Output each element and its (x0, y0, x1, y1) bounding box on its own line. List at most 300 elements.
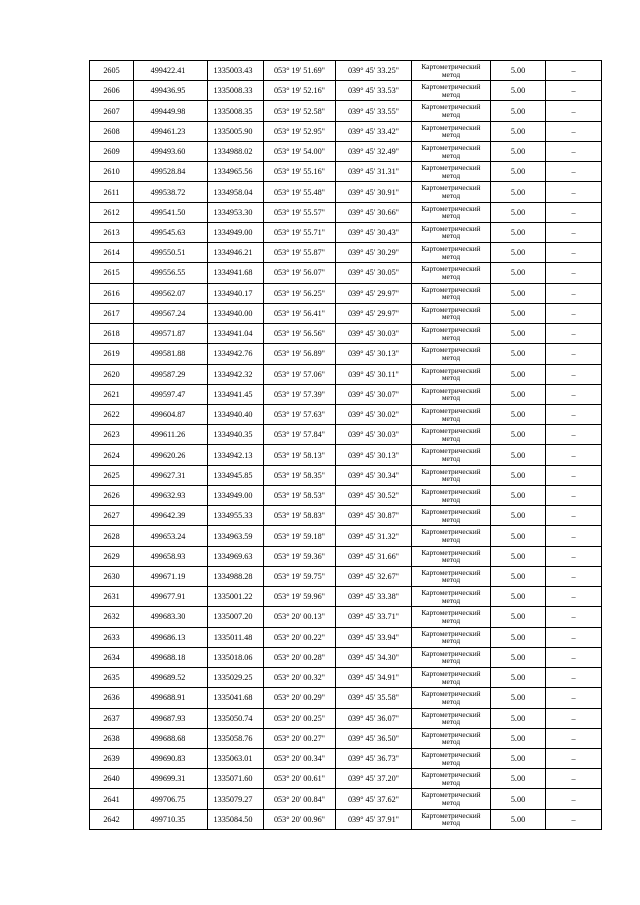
y-coordinate-cell: 1334988.02 (208, 141, 264, 161)
longitude-cell: 039° 45' 33.55" (336, 101, 412, 121)
latitude-cell: 053° 19' 52.58" (264, 101, 336, 121)
longitude-cell: 039° 45' 36.50" (336, 728, 412, 748)
accuracy-cell: 5.00 (491, 283, 546, 303)
accuracy-cell: 5.00 (491, 425, 546, 445)
y-coordinate-cell: 1335018.06 (208, 647, 264, 667)
accuracy-cell: 5.00 (491, 384, 546, 404)
accuracy-cell: 5.00 (491, 141, 546, 161)
longitude-cell: 039° 45' 30.02" (336, 404, 412, 424)
point-number-cell: 2606 (90, 81, 134, 101)
point-number-cell: 2629 (90, 546, 134, 566)
note-cell: – (546, 566, 602, 586)
point-number-cell: 2635 (90, 668, 134, 688)
table-row (90, 728, 602, 748)
x-coordinate-cell: 499550.51 (134, 243, 208, 263)
accuracy-cell: 5.00 (491, 182, 546, 202)
note-cell: – (546, 445, 602, 465)
y-coordinate-cell: 1335063.01 (208, 748, 264, 768)
x-coordinate-cell: 499699.31 (134, 769, 208, 789)
latitude-cell: 053° 19' 55.48" (264, 182, 336, 202)
x-coordinate-cell: 499611.26 (134, 425, 208, 445)
x-coordinate-cell: 499587.29 (134, 364, 208, 384)
accuracy-cell: 5.00 (491, 485, 546, 505)
note-cell: – (546, 587, 602, 607)
y-coordinate-cell: 1334963.59 (208, 526, 264, 546)
method-cell: Картометрический метод (412, 668, 491, 688)
note-cell: – (546, 728, 602, 748)
latitude-cell: 053° 19' 56.07" (264, 263, 336, 283)
x-coordinate-cell: 499545.63 (134, 222, 208, 242)
x-coordinate-cell: 499688.91 (134, 688, 208, 708)
table-row (90, 627, 602, 647)
method-cell: Картометрический метод (412, 222, 491, 242)
y-coordinate-cell: 1335084.50 (208, 809, 264, 829)
point-number-cell: 2609 (90, 141, 134, 161)
longitude-cell: 039° 45' 30.87" (336, 506, 412, 526)
x-coordinate-cell: 499571.87 (134, 324, 208, 344)
latitude-cell: 053° 20' 00.61" (264, 769, 336, 789)
method-cell: Картометрический метод (412, 202, 491, 222)
point-number-cell: 2612 (90, 202, 134, 222)
y-coordinate-cell: 1335029.25 (208, 668, 264, 688)
x-coordinate-cell: 499683.30 (134, 607, 208, 627)
table-row (90, 668, 602, 688)
method-cell: Картометрический метод (412, 121, 491, 141)
x-coordinate-cell: 499538.72 (134, 182, 208, 202)
note-cell: – (546, 364, 602, 384)
accuracy-cell: 5.00 (491, 627, 546, 647)
note-cell: – (546, 303, 602, 323)
table-row (90, 344, 602, 364)
table-row (90, 809, 602, 829)
accuracy-cell: 5.00 (491, 364, 546, 384)
method-cell: Картометрический метод (412, 182, 491, 202)
x-coordinate-cell: 499528.84 (134, 162, 208, 182)
table-row (90, 61, 602, 81)
table-row (90, 465, 602, 485)
y-coordinate-cell: 1334940.17 (208, 283, 264, 303)
method-cell: Картометрический метод (412, 384, 491, 404)
latitude-cell: 053° 19' 55.57" (264, 202, 336, 222)
y-coordinate-cell: 1334942.76 (208, 344, 264, 364)
table-row (90, 121, 602, 141)
y-coordinate-cell: 1335071.60 (208, 769, 264, 789)
point-number-cell: 2632 (90, 607, 134, 627)
x-coordinate-cell: 499632.93 (134, 485, 208, 505)
accuracy-cell: 5.00 (491, 708, 546, 728)
longitude-cell: 039° 45' 37.20" (336, 769, 412, 789)
latitude-cell: 053° 19' 57.84" (264, 425, 336, 445)
point-number-cell: 2631 (90, 587, 134, 607)
longitude-cell: 039° 45' 37.62" (336, 789, 412, 809)
table-row (90, 202, 602, 222)
table-row (90, 688, 602, 708)
note-cell: – (546, 688, 602, 708)
table-row (90, 384, 602, 404)
longitude-cell: 039° 45' 33.53" (336, 81, 412, 101)
x-coordinate-cell: 499562.07 (134, 283, 208, 303)
y-coordinate-cell: 1334940.00 (208, 303, 264, 323)
latitude-cell: 053° 19' 59.96" (264, 587, 336, 607)
note-cell: – (546, 283, 602, 303)
longitude-cell: 039° 45' 37.91" (336, 809, 412, 829)
table-row (90, 566, 602, 586)
point-number-cell: 2642 (90, 809, 134, 829)
longitude-cell: 039° 45' 32.67" (336, 566, 412, 586)
point-number-cell: 2638 (90, 728, 134, 748)
note-cell: – (546, 61, 602, 81)
longitude-cell: 039° 45' 30.13" (336, 344, 412, 364)
method-cell: Картометрический метод (412, 708, 491, 728)
latitude-cell: 053° 20' 00.84" (264, 789, 336, 809)
point-number-cell: 2614 (90, 243, 134, 263)
method-cell: Картометрический метод (412, 425, 491, 445)
x-coordinate-cell: 499671.19 (134, 566, 208, 586)
note-cell: – (546, 202, 602, 222)
method-cell: Картометрический метод (412, 61, 491, 81)
method-cell: Картометрический метод (412, 546, 491, 566)
longitude-cell: 039° 45' 36.07" (336, 708, 412, 728)
method-cell: Картометрический метод (412, 141, 491, 161)
point-number-cell: 2640 (90, 769, 134, 789)
x-coordinate-cell: 499710.35 (134, 809, 208, 829)
method-cell: Картометрический метод (412, 445, 491, 465)
longitude-cell: 039° 45' 30.07" (336, 384, 412, 404)
table-row (90, 607, 602, 627)
table-row (90, 101, 602, 121)
table-row (90, 364, 602, 384)
point-number-cell: 2619 (90, 344, 134, 364)
table-row (90, 708, 602, 728)
accuracy-cell: 5.00 (491, 202, 546, 222)
coordinates-table (89, 60, 602, 830)
y-coordinate-cell: 1334941.45 (208, 384, 264, 404)
accuracy-cell: 5.00 (491, 668, 546, 688)
x-coordinate-cell: 499449.98 (134, 101, 208, 121)
point-number-cell: 2626 (90, 485, 134, 505)
point-number-cell: 2622 (90, 404, 134, 424)
x-coordinate-cell: 499687.93 (134, 708, 208, 728)
longitude-cell: 039° 45' 33.25" (336, 61, 412, 81)
note-cell: – (546, 607, 602, 627)
accuracy-cell: 5.00 (491, 607, 546, 627)
x-coordinate-cell: 499422.41 (134, 61, 208, 81)
longitude-cell: 039° 45' 30.13" (336, 445, 412, 465)
accuracy-cell: 5.00 (491, 769, 546, 789)
y-coordinate-cell: 1335007.20 (208, 607, 264, 627)
latitude-cell: 053° 20' 00.96" (264, 809, 336, 829)
table-body (90, 61, 602, 830)
table-row (90, 81, 602, 101)
longitude-cell: 039° 45' 30.91" (336, 182, 412, 202)
x-coordinate-cell: 499436.95 (134, 81, 208, 101)
y-coordinate-cell: 1334949.00 (208, 485, 264, 505)
y-coordinate-cell: 1334955.33 (208, 506, 264, 526)
table-row (90, 324, 602, 344)
point-number-cell: 2633 (90, 627, 134, 647)
latitude-cell: 053° 19' 55.87" (264, 243, 336, 263)
note-cell: – (546, 647, 602, 667)
latitude-cell: 053° 19' 58.35" (264, 465, 336, 485)
note-cell: – (546, 384, 602, 404)
x-coordinate-cell: 499627.31 (134, 465, 208, 485)
table-row (90, 526, 602, 546)
accuracy-cell: 5.00 (491, 465, 546, 485)
note-cell: – (546, 809, 602, 829)
latitude-cell: 053° 19' 59.75" (264, 566, 336, 586)
table-row (90, 789, 602, 809)
note-cell: – (546, 263, 602, 283)
accuracy-cell: 5.00 (491, 728, 546, 748)
table-row (90, 506, 602, 526)
table-row (90, 647, 602, 667)
y-coordinate-cell: 1334940.40 (208, 404, 264, 424)
y-coordinate-cell: 1335011.48 (208, 627, 264, 647)
longitude-cell: 039° 45' 33.38" (336, 587, 412, 607)
longitude-cell: 039° 45' 29.97" (336, 303, 412, 323)
note-cell: – (546, 506, 602, 526)
method-cell: Картометрический метод (412, 263, 491, 283)
note-cell: – (546, 668, 602, 688)
method-cell: Картометрический метод (412, 303, 491, 323)
method-cell: Картометрический метод (412, 465, 491, 485)
method-cell: Картометрический метод (412, 283, 491, 303)
note-cell: – (546, 627, 602, 647)
latitude-cell: 053° 19' 55.16" (264, 162, 336, 182)
note-cell: – (546, 769, 602, 789)
latitude-cell: 053° 19' 57.39" (264, 384, 336, 404)
x-coordinate-cell: 499604.87 (134, 404, 208, 424)
x-coordinate-cell: 499686.13 (134, 627, 208, 647)
y-coordinate-cell: 1335003.43 (208, 61, 264, 81)
longitude-cell: 039° 45' 34.91" (336, 668, 412, 688)
accuracy-cell: 5.00 (491, 162, 546, 182)
y-coordinate-cell: 1334988.28 (208, 566, 264, 586)
note-cell: – (546, 162, 602, 182)
point-number-cell: 2605 (90, 61, 134, 81)
longitude-cell: 039° 45' 30.03" (336, 425, 412, 445)
method-cell: Картометрический метод (412, 81, 491, 101)
x-coordinate-cell: 499541.50 (134, 202, 208, 222)
method-cell: Картометрический метод (412, 809, 491, 829)
longitude-cell: 039° 45' 30.66" (336, 202, 412, 222)
point-number-cell: 2620 (90, 364, 134, 384)
table-row (90, 263, 602, 283)
method-cell: Картометрический метод (412, 647, 491, 667)
accuracy-cell: 5.00 (491, 688, 546, 708)
point-number-cell: 2607 (90, 101, 134, 121)
y-coordinate-cell: 1335008.33 (208, 81, 264, 101)
x-coordinate-cell: 499620.26 (134, 445, 208, 465)
point-number-cell: 2618 (90, 324, 134, 344)
latitude-cell: 053° 19' 55.71" (264, 222, 336, 242)
x-coordinate-cell: 499556.55 (134, 263, 208, 283)
method-cell: Картометрический метод (412, 627, 491, 647)
y-coordinate-cell: 1334953.30 (208, 202, 264, 222)
y-coordinate-cell: 1334945.85 (208, 465, 264, 485)
longitude-cell: 039° 45' 30.52" (336, 485, 412, 505)
latitude-cell: 053° 19' 58.53" (264, 485, 336, 505)
y-coordinate-cell: 1335001.22 (208, 587, 264, 607)
note-cell: – (546, 425, 602, 445)
note-cell: – (546, 344, 602, 364)
accuracy-cell: 5.00 (491, 647, 546, 667)
longitude-cell: 039° 45' 30.03" (336, 324, 412, 344)
point-number-cell: 2608 (90, 121, 134, 141)
longitude-cell: 039° 45' 31.31" (336, 162, 412, 182)
point-number-cell: 2611 (90, 182, 134, 202)
x-coordinate-cell: 499688.18 (134, 647, 208, 667)
longitude-cell: 039° 45' 33.94" (336, 627, 412, 647)
x-coordinate-cell: 499653.24 (134, 526, 208, 546)
note-cell: – (546, 222, 602, 242)
longitude-cell: 039° 45' 36.73" (336, 748, 412, 768)
y-coordinate-cell: 1335050.74 (208, 708, 264, 728)
accuracy-cell: 5.00 (491, 809, 546, 829)
latitude-cell: 053° 20' 00.25" (264, 708, 336, 728)
point-number-cell: 2617 (90, 303, 134, 323)
accuracy-cell: 5.00 (491, 344, 546, 364)
y-coordinate-cell: 1334942.32 (208, 364, 264, 384)
accuracy-cell: 5.00 (491, 61, 546, 81)
note-cell: – (546, 789, 602, 809)
latitude-cell: 053° 19' 59.18" (264, 526, 336, 546)
table-row (90, 243, 602, 263)
y-coordinate-cell: 1334942.13 (208, 445, 264, 465)
accuracy-cell: 5.00 (491, 506, 546, 526)
note-cell: – (546, 243, 602, 263)
method-cell: Картометрический метод (412, 101, 491, 121)
latitude-cell: 053° 20' 00.28" (264, 647, 336, 667)
x-coordinate-cell: 499567.24 (134, 303, 208, 323)
y-coordinate-cell: 1335008.35 (208, 101, 264, 121)
method-cell: Картометрический метод (412, 587, 491, 607)
note-cell: – (546, 526, 602, 546)
longitude-cell: 039° 45' 30.05" (336, 263, 412, 283)
latitude-cell: 053° 20' 00.29" (264, 688, 336, 708)
method-cell: Картометрический метод (412, 243, 491, 263)
accuracy-cell: 5.00 (491, 222, 546, 242)
accuracy-cell: 5.00 (491, 404, 546, 424)
latitude-cell: 053° 19' 56.56" (264, 324, 336, 344)
x-coordinate-cell: 499581.88 (134, 344, 208, 364)
y-coordinate-cell: 1334946.21 (208, 243, 264, 263)
accuracy-cell: 5.00 (491, 243, 546, 263)
longitude-cell: 039° 45' 30.29" (336, 243, 412, 263)
method-cell: Картометрический метод (412, 769, 491, 789)
y-coordinate-cell: 1334941.68 (208, 263, 264, 283)
accuracy-cell: 5.00 (491, 566, 546, 586)
y-coordinate-cell: 1334969.63 (208, 546, 264, 566)
y-coordinate-cell: 1334941.04 (208, 324, 264, 344)
x-coordinate-cell: 499461.23 (134, 121, 208, 141)
table-row (90, 748, 602, 768)
method-cell: Картометрический метод (412, 526, 491, 546)
x-coordinate-cell: 499689.52 (134, 668, 208, 688)
method-cell: Картометрический метод (412, 344, 491, 364)
x-coordinate-cell: 499658.93 (134, 546, 208, 566)
table-row (90, 162, 602, 182)
latitude-cell: 053° 19' 52.95" (264, 121, 336, 141)
note-cell: – (546, 485, 602, 505)
point-number-cell: 2613 (90, 222, 134, 242)
table-row (90, 769, 602, 789)
table-row (90, 425, 602, 445)
point-number-cell: 2615 (90, 263, 134, 283)
latitude-cell: 053° 19' 57.63" (264, 404, 336, 424)
latitude-cell: 053° 20' 00.34" (264, 748, 336, 768)
note-cell: – (546, 708, 602, 728)
point-number-cell: 2641 (90, 789, 134, 809)
longitude-cell: 039° 45' 32.49" (336, 141, 412, 161)
accuracy-cell: 5.00 (491, 121, 546, 141)
note-cell: – (546, 182, 602, 202)
point-number-cell: 2621 (90, 384, 134, 404)
method-cell: Картометрический метод (412, 404, 491, 424)
method-cell: Картометрический метод (412, 162, 491, 182)
longitude-cell: 039° 45' 30.43" (336, 222, 412, 242)
table-row (90, 141, 602, 161)
x-coordinate-cell: 499690.83 (134, 748, 208, 768)
note-cell: – (546, 121, 602, 141)
point-number-cell: 2623 (90, 425, 134, 445)
accuracy-cell: 5.00 (491, 303, 546, 323)
method-cell: Картометрический метод (412, 506, 491, 526)
note-cell: – (546, 748, 602, 768)
accuracy-cell: 5.00 (491, 587, 546, 607)
y-coordinate-cell: 1334965.56 (208, 162, 264, 182)
latitude-cell: 053° 19' 59.36" (264, 546, 336, 566)
accuracy-cell: 5.00 (491, 101, 546, 121)
table-row (90, 445, 602, 465)
longitude-cell: 039° 45' 33.42" (336, 121, 412, 141)
note-cell: – (546, 81, 602, 101)
longitude-cell: 039° 45' 31.66" (336, 546, 412, 566)
longitude-cell: 039° 45' 30.34" (336, 465, 412, 485)
table-row (90, 485, 602, 505)
y-coordinate-cell: 1335041.68 (208, 688, 264, 708)
table-row (90, 404, 602, 424)
method-cell: Картометрический метод (412, 789, 491, 809)
y-coordinate-cell: 1335079.27 (208, 789, 264, 809)
point-number-cell: 2628 (90, 526, 134, 546)
point-number-cell: 2634 (90, 647, 134, 667)
point-number-cell: 2636 (90, 688, 134, 708)
longitude-cell: 039° 45' 30.11" (336, 364, 412, 384)
latitude-cell: 053° 19' 56.89" (264, 344, 336, 364)
note-cell: – (546, 546, 602, 566)
latitude-cell: 053° 19' 56.41" (264, 303, 336, 323)
method-cell: Картометрический метод (412, 485, 491, 505)
point-number-cell: 2616 (90, 283, 134, 303)
accuracy-cell: 5.00 (491, 263, 546, 283)
note-cell: – (546, 101, 602, 121)
method-cell: Картометрический метод (412, 364, 491, 384)
y-coordinate-cell: 1335005.90 (208, 121, 264, 141)
method-cell: Картометрический метод (412, 728, 491, 748)
table-row (90, 283, 602, 303)
latitude-cell: 053° 19' 58.13" (264, 445, 336, 465)
point-number-cell: 2624 (90, 445, 134, 465)
table-row (90, 222, 602, 242)
latitude-cell: 053° 19' 51.69" (264, 61, 336, 81)
x-coordinate-cell: 499688.68 (134, 728, 208, 748)
accuracy-cell: 5.00 (491, 526, 546, 546)
method-cell: Картометрический метод (412, 324, 491, 344)
point-number-cell: 2610 (90, 162, 134, 182)
method-cell: Картометрический метод (412, 607, 491, 627)
latitude-cell: 053° 20' 00.13" (264, 607, 336, 627)
